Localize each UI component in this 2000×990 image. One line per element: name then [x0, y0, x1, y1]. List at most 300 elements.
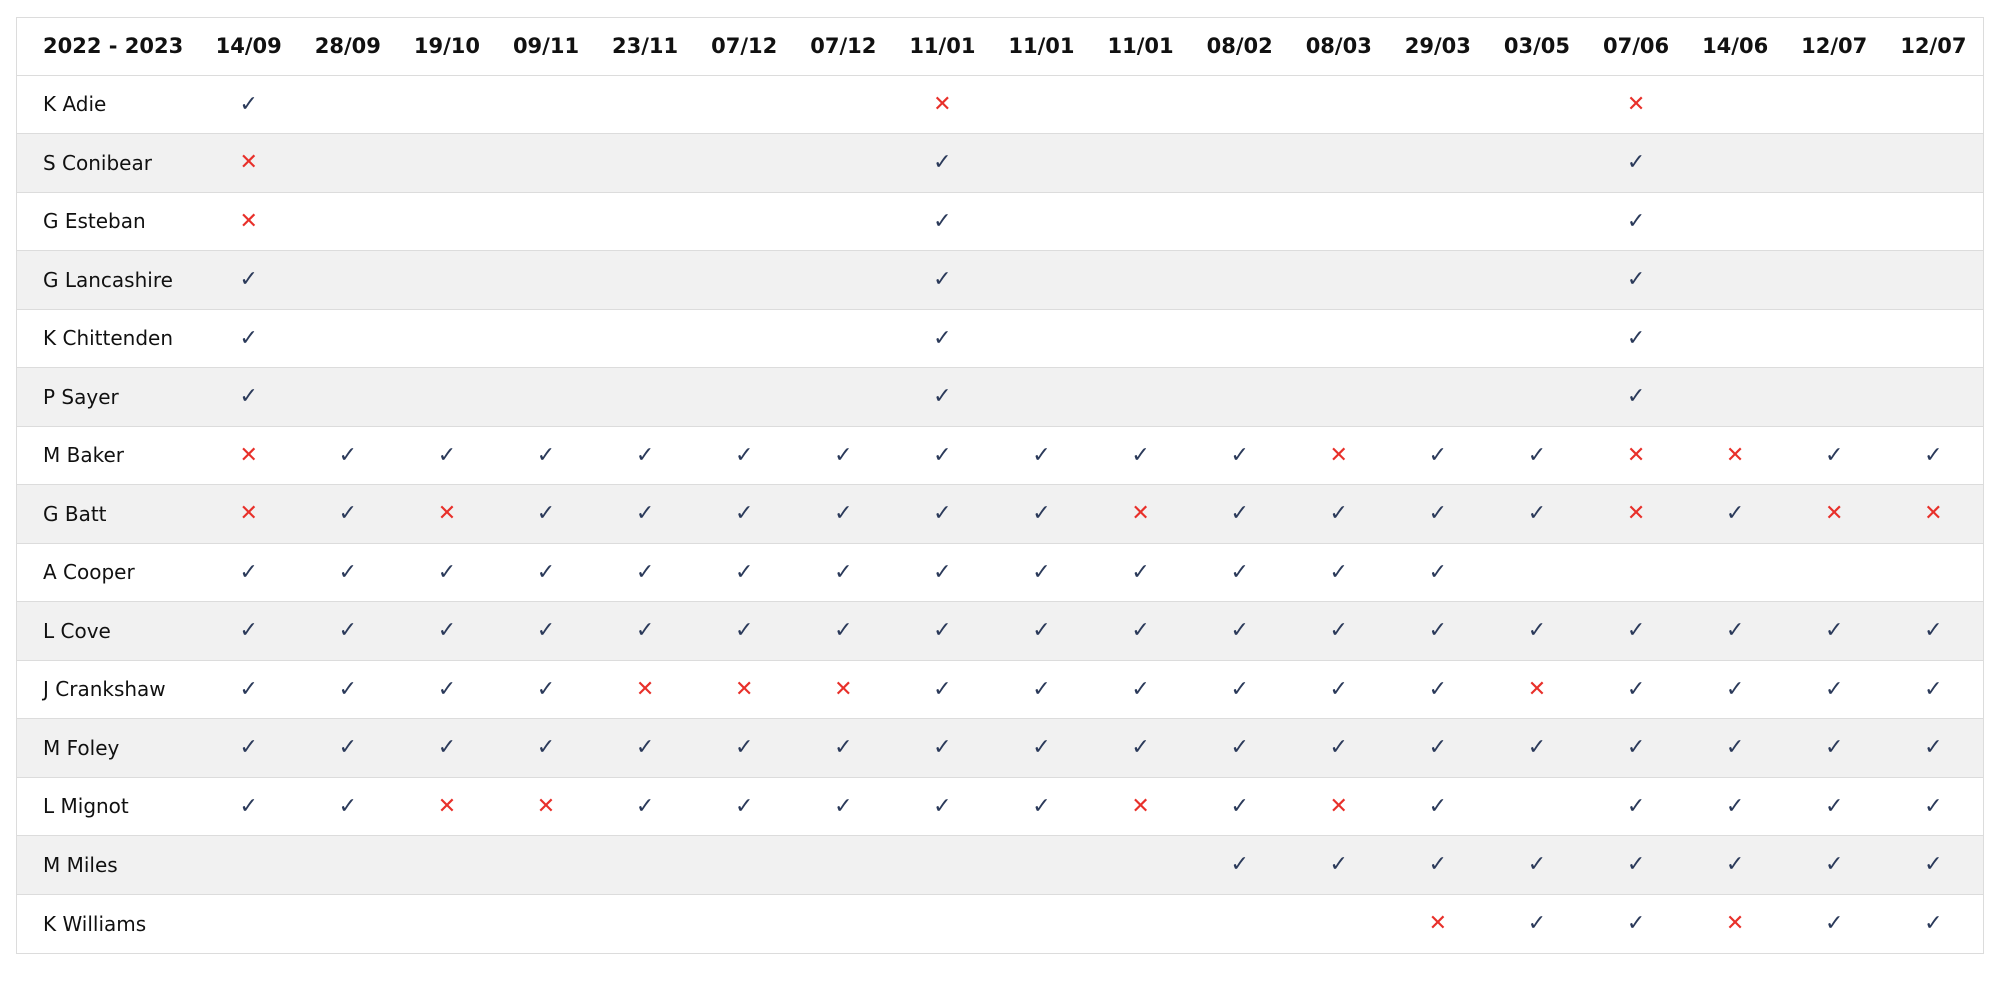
- check-icon: ✓: [1626, 911, 1646, 936]
- attendance-cell: [496, 134, 595, 193]
- player-row: [17, 134, 1983, 193]
- attendance-cell: [397, 192, 496, 251]
- check-icon: ✓: [437, 442, 457, 468]
- attendance-cell: [1289, 719, 1388, 778]
- attendance-cell: [893, 309, 992, 368]
- attendance-cell: [596, 836, 695, 895]
- player-name: L Mignot: [43, 794, 129, 819]
- player-row: [17, 485, 1983, 544]
- attendance-cell: [695, 602, 794, 661]
- attendance-cell: [1289, 368, 1388, 427]
- cross-icon: ✕: [734, 676, 754, 702]
- attendance-cell: [1487, 426, 1586, 485]
- attendance-cell: [893, 543, 992, 602]
- attendance-cell: [1289, 134, 1388, 193]
- check-icon: ✓: [338, 676, 358, 702]
- check-icon: ✓: [933, 208, 952, 234]
- attendance-cell: [496, 719, 595, 778]
- check-icon: ✓: [1329, 852, 1348, 878]
- attendance-cell: [1686, 660, 1785, 719]
- cross-icon: ✕: [1329, 442, 1348, 468]
- attendance-table-container: [16, 17, 1984, 954]
- attendance-cell: [695, 192, 794, 251]
- cross-icon: ✕: [239, 208, 258, 234]
- date-header: 23/11: [612, 34, 679, 59]
- attendance-cell: [1190, 368, 1289, 427]
- attendance-cell: [496, 543, 595, 602]
- cross-icon: ✕: [437, 501, 457, 527]
- check-icon: ✓: [1626, 384, 1646, 410]
- attendance-cell: [1487, 543, 1586, 602]
- check-icon: ✓: [1825, 793, 1844, 819]
- attendance-cell: [1487, 309, 1586, 368]
- check-icon: ✓: [1230, 852, 1249, 878]
- check-icon: ✓: [933, 325, 952, 351]
- attendance-cell: [596, 894, 695, 953]
- attendance-cell: [794, 368, 893, 427]
- attendance-cell: [1289, 602, 1388, 661]
- check-icon: ✓: [1626, 735, 1646, 761]
- check-icon: ✓: [1626, 325, 1646, 351]
- check-icon: ✓: [1725, 618, 1745, 644]
- cross-icon: ✕: [1527, 676, 1547, 702]
- check-icon: ✓: [239, 618, 258, 644]
- attendance-cell: [1686, 75, 1785, 134]
- attendance-cell: [1686, 192, 1785, 251]
- date-header: 12/07: [1801, 34, 1868, 59]
- cross-icon: ✕: [1131, 501, 1150, 527]
- attendance-cell: [794, 75, 893, 134]
- attendance-cell: [1487, 602, 1586, 661]
- attendance-cell: [596, 485, 695, 544]
- check-icon: ✓: [734, 735, 754, 761]
- attendance-cell: [1388, 134, 1487, 193]
- check-icon: ✓: [1924, 911, 1943, 936]
- check-icon: ✓: [437, 559, 457, 585]
- attendance-cell: [1388, 602, 1487, 661]
- player-row: [17, 894, 1983, 953]
- attendance-cell: [1487, 660, 1586, 719]
- check-icon: ✓: [1527, 501, 1547, 527]
- attendance-cell: [1884, 719, 1983, 778]
- attendance-cell: [992, 836, 1091, 895]
- check-icon: ✓: [1725, 676, 1745, 702]
- attendance-cell: [695, 309, 794, 368]
- check-icon: ✓: [239, 325, 258, 351]
- attendance-cell: [397, 777, 496, 836]
- attendance-cell: [1686, 485, 1785, 544]
- attendance-cell: [695, 836, 794, 895]
- check-icon: ✓: [834, 442, 853, 468]
- check-icon: ✓: [1825, 442, 1844, 468]
- check-icon: ✓: [1032, 735, 1051, 761]
- check-icon: ✓: [1032, 559, 1051, 585]
- check-icon: ✓: [834, 793, 853, 819]
- attendance-cell: [496, 426, 595, 485]
- attendance-cell: [794, 894, 893, 953]
- check-icon: ✓: [635, 501, 655, 527]
- attendance-cell: [1785, 543, 1884, 602]
- attendance-cell: [1289, 309, 1388, 368]
- attendance-cell: [1388, 836, 1487, 895]
- date-header: 03/05: [1503, 34, 1570, 59]
- date-header: 07/12: [810, 34, 877, 59]
- attendance-cell: [695, 719, 794, 778]
- attendance-cell: [596, 192, 695, 251]
- check-icon: ✓: [1924, 442, 1943, 468]
- check-icon: ✓: [239, 676, 258, 702]
- attendance-cell: [1091, 777, 1190, 836]
- attendance-cell: [1190, 134, 1289, 193]
- check-icon: ✓: [1725, 501, 1745, 527]
- attendance-cell: [1686, 368, 1785, 427]
- attendance-cell: [397, 485, 496, 544]
- attendance-cell: [1091, 251, 1190, 310]
- player-name: L Cove: [43, 618, 111, 643]
- attendance-cell: [893, 894, 992, 953]
- attendance-cell: [397, 719, 496, 778]
- check-icon: ✓: [1428, 559, 1448, 585]
- attendance-cell: [596, 134, 695, 193]
- check-icon: ✓: [338, 793, 358, 819]
- check-icon: ✓: [1626, 618, 1646, 644]
- attendance-cell: [596, 543, 695, 602]
- attendance-cell: [1289, 894, 1388, 953]
- attendance-cell: [1586, 309, 1685, 368]
- check-icon: ✓: [1032, 676, 1051, 702]
- attendance-cell: [1586, 134, 1685, 193]
- check-icon: ✓: [933, 501, 952, 527]
- attendance-table: [17, 18, 1983, 953]
- attendance-cell: [1388, 894, 1487, 953]
- attendance-cell: [794, 719, 893, 778]
- attendance-cell: [199, 543, 298, 602]
- attendance-cell: [596, 309, 695, 368]
- attendance-cell: [1686, 543, 1785, 602]
- attendance-cell: [1190, 485, 1289, 544]
- attendance-cell: [1884, 777, 1983, 836]
- attendance-cell: [1884, 368, 1983, 427]
- attendance-cell: [298, 719, 397, 778]
- attendance-cell: [1487, 134, 1586, 193]
- check-icon: ✓: [1329, 618, 1348, 644]
- check-icon: ✓: [1626, 852, 1646, 878]
- attendance-cell: [596, 368, 695, 427]
- player-row: [17, 836, 1983, 895]
- check-icon: ✓: [1032, 501, 1051, 527]
- check-icon: ✓: [338, 559, 358, 585]
- attendance-cell: [893, 75, 992, 134]
- attendance-cell: [1289, 660, 1388, 719]
- check-icon: ✓: [1626, 267, 1646, 293]
- date-header: 11/01: [909, 34, 976, 59]
- cross-icon: ✕: [635, 676, 655, 702]
- attendance-cell: [794, 192, 893, 251]
- player-name: M Baker: [43, 443, 124, 468]
- check-icon: ✓: [1131, 559, 1150, 585]
- attendance-cell: [1884, 660, 1983, 719]
- attendance-cell: [794, 660, 893, 719]
- check-icon: ✓: [1428, 735, 1448, 761]
- check-icon: ✓: [1825, 852, 1844, 878]
- attendance-cell: [1785, 836, 1884, 895]
- check-icon: ✓: [1626, 208, 1646, 234]
- cross-icon: ✕: [1825, 501, 1844, 527]
- check-icon: ✓: [536, 735, 556, 761]
- check-icon: ✓: [1924, 735, 1943, 761]
- attendance-cell: [893, 777, 992, 836]
- attendance-cell: [1884, 485, 1983, 544]
- attendance-cell: [496, 836, 595, 895]
- attendance-cell: [596, 75, 695, 134]
- season-header: 2022 - 2023: [43, 34, 184, 59]
- attendance-cell: [397, 836, 496, 895]
- check-icon: ✓: [1527, 911, 1547, 936]
- attendance-cell: [1884, 251, 1983, 310]
- attendance-cell: [1091, 134, 1190, 193]
- attendance-cell: [1091, 426, 1190, 485]
- player-row: [17, 426, 1983, 485]
- attendance-cell: [695, 543, 794, 602]
- attendance-cell: [1586, 485, 1685, 544]
- attendance-cell: [496, 660, 595, 719]
- player-name: K Williams: [43, 911, 147, 936]
- check-icon: ✓: [1131, 442, 1150, 468]
- date-header: 07/06: [1602, 34, 1670, 59]
- attendance-cell: [1785, 660, 1884, 719]
- attendance-cell: [596, 426, 695, 485]
- check-icon: ✓: [536, 618, 556, 644]
- player-name: G Batt: [43, 501, 107, 526]
- attendance-cell: [794, 251, 893, 310]
- attendance-cell: [794, 602, 893, 661]
- cross-icon: ✕: [834, 676, 853, 702]
- attendance-cell: [794, 836, 893, 895]
- date-header: 11/01: [1008, 34, 1075, 59]
- player-row: [17, 368, 1983, 427]
- attendance-cell: [1388, 75, 1487, 134]
- attendance-cell: [1686, 719, 1785, 778]
- check-icon: ✓: [1230, 501, 1249, 527]
- check-icon: ✓: [338, 618, 358, 644]
- attendance-cell: [397, 543, 496, 602]
- attendance-cell: [1785, 192, 1884, 251]
- check-icon: ✓: [239, 384, 258, 410]
- attendance-cell: [496, 777, 595, 836]
- cross-icon: ✕: [536, 793, 556, 819]
- attendance-cell: [992, 894, 1091, 953]
- attendance-cell: [1785, 134, 1884, 193]
- attendance-cell: [397, 894, 496, 953]
- attendance-cell: [596, 602, 695, 661]
- check-icon: ✓: [1230, 793, 1249, 819]
- attendance-cell: [1190, 836, 1289, 895]
- attendance-cell: [1884, 309, 1983, 368]
- attendance-cell: [496, 192, 595, 251]
- attendance-cell: [596, 719, 695, 778]
- attendance-cell: [199, 602, 298, 661]
- check-icon: ✓: [1428, 793, 1448, 819]
- attendance-cell: [1190, 251, 1289, 310]
- attendance-cell: [1289, 426, 1388, 485]
- attendance-cell: [695, 426, 794, 485]
- date-header: 07/12: [711, 34, 778, 59]
- attendance-cell: [992, 192, 1091, 251]
- attendance-cell: [695, 485, 794, 544]
- attendance-cell: [1884, 192, 1983, 251]
- check-icon: ✓: [635, 618, 655, 644]
- attendance-cell: [397, 251, 496, 310]
- attendance-cell: [298, 75, 397, 134]
- attendance-cell: [1091, 309, 1190, 368]
- attendance-cell: [298, 368, 397, 427]
- attendance-cell: [1586, 251, 1685, 310]
- check-icon: ✓: [734, 559, 754, 585]
- attendance-cell: [1289, 777, 1388, 836]
- attendance-cell: [397, 368, 496, 427]
- attendance-cell: [1487, 719, 1586, 778]
- attendance-cell: [1586, 836, 1685, 895]
- check-icon: ✓: [834, 735, 853, 761]
- check-icon: ✓: [933, 676, 952, 702]
- check-icon: ✓: [635, 793, 655, 819]
- check-icon: ✓: [933, 267, 952, 293]
- check-icon: ✓: [239, 559, 258, 585]
- player-row: [17, 75, 1983, 134]
- attendance-cell: [992, 251, 1091, 310]
- attendance-cell: [1785, 485, 1884, 544]
- attendance-cell: [794, 309, 893, 368]
- attendance-cell: [1884, 836, 1983, 895]
- attendance-cell: [1487, 836, 1586, 895]
- attendance-cell: [298, 660, 397, 719]
- attendance-cell: [1686, 894, 1785, 953]
- attendance-cell: [992, 543, 1091, 602]
- cross-icon: ✕: [1131, 793, 1150, 819]
- attendance-cell: [1487, 485, 1586, 544]
- attendance-cell: [893, 719, 992, 778]
- player-name: A Cooper: [43, 560, 135, 585]
- player-row: [17, 777, 1983, 836]
- attendance-cell: [893, 134, 992, 193]
- table-body: [17, 75, 1983, 953]
- date-header: 19/10: [413, 34, 480, 59]
- attendance-cell: [1586, 602, 1685, 661]
- check-icon: ✓: [338, 501, 358, 527]
- attendance-cell: [1190, 894, 1289, 953]
- attendance-cell: [695, 894, 794, 953]
- check-icon: ✓: [1428, 501, 1448, 527]
- check-icon: ✓: [1825, 735, 1844, 761]
- attendance-cell: [695, 134, 794, 193]
- attendance-cell: [199, 719, 298, 778]
- attendance-cell: [1487, 368, 1586, 427]
- attendance-cell: [1190, 192, 1289, 251]
- attendance-cell: [1487, 192, 1586, 251]
- attendance-cell: [1289, 485, 1388, 544]
- attendance-cell: [1586, 660, 1685, 719]
- attendance-cell: [496, 75, 595, 134]
- attendance-cell: [199, 75, 298, 134]
- check-icon: ✓: [239, 735, 258, 761]
- check-icon: ✓: [834, 618, 853, 644]
- attendance-cell: [1388, 426, 1487, 485]
- check-icon: ✓: [635, 559, 655, 585]
- attendance-cell: [199, 836, 298, 895]
- check-icon: ✓: [1329, 559, 1348, 585]
- date-header: 09/11: [512, 34, 580, 59]
- cross-icon: ✕: [239, 150, 258, 176]
- attendance-cell: [496, 485, 595, 544]
- attendance-cell: [1586, 894, 1685, 953]
- player-name: K Chittenden: [43, 326, 174, 351]
- attendance-cell: [496, 251, 595, 310]
- attendance-cell: [1785, 75, 1884, 134]
- check-icon: ✓: [834, 559, 853, 585]
- attendance-cell: [893, 836, 992, 895]
- attendance-cell: [695, 777, 794, 836]
- attendance-cell: [1785, 251, 1884, 310]
- attendance-cell: [1091, 836, 1190, 895]
- attendance-cell: [1686, 426, 1785, 485]
- date-header: 14/09: [215, 34, 282, 59]
- attendance-cell: [794, 134, 893, 193]
- attendance-cell: [298, 543, 397, 602]
- attendance-cell: [992, 777, 1091, 836]
- check-icon: ✓: [239, 793, 258, 819]
- attendance-cell: [1686, 836, 1785, 895]
- check-icon: ✓: [1825, 911, 1844, 936]
- attendance-cell: [1388, 543, 1487, 602]
- attendance-cell: [1586, 192, 1685, 251]
- attendance-cell: [1884, 543, 1983, 602]
- attendance-cell: [695, 75, 794, 134]
- attendance-cell: [1586, 368, 1685, 427]
- attendance-cell: [1388, 192, 1487, 251]
- check-icon: ✓: [1230, 676, 1249, 702]
- attendance-cell: [1686, 309, 1785, 368]
- check-icon: ✓: [1825, 618, 1844, 644]
- attendance-cell: [1388, 777, 1487, 836]
- check-icon: ✓: [1725, 852, 1745, 878]
- check-icon: ✓: [1725, 793, 1745, 819]
- check-icon: ✓: [933, 735, 952, 761]
- cross-icon: ✕: [239, 501, 258, 527]
- check-icon: ✓: [1527, 442, 1547, 468]
- check-icon: ✓: [1428, 676, 1448, 702]
- check-icon: ✓: [1924, 676, 1943, 702]
- check-icon: ✓: [1329, 735, 1348, 761]
- player-name: K Adie: [43, 92, 107, 117]
- attendance-cell: [1289, 836, 1388, 895]
- attendance-cell: [1388, 368, 1487, 427]
- attendance-cell: [1388, 251, 1487, 310]
- player-row: [17, 719, 1983, 778]
- attendance-cell: [992, 719, 1091, 778]
- attendance-cell: [1884, 134, 1983, 193]
- attendance-cell: [298, 894, 397, 953]
- attendance-cell: [1388, 660, 1487, 719]
- attendance-cell: [199, 251, 298, 310]
- cross-icon: ✕: [1329, 793, 1348, 819]
- check-icon: ✓: [1626, 793, 1646, 819]
- attendance-cell: [893, 368, 992, 427]
- check-icon: ✓: [1924, 793, 1943, 819]
- attendance-cell: [893, 660, 992, 719]
- attendance-cell: [1785, 309, 1884, 368]
- attendance-cell: [794, 777, 893, 836]
- date-header: 28/09: [314, 34, 381, 59]
